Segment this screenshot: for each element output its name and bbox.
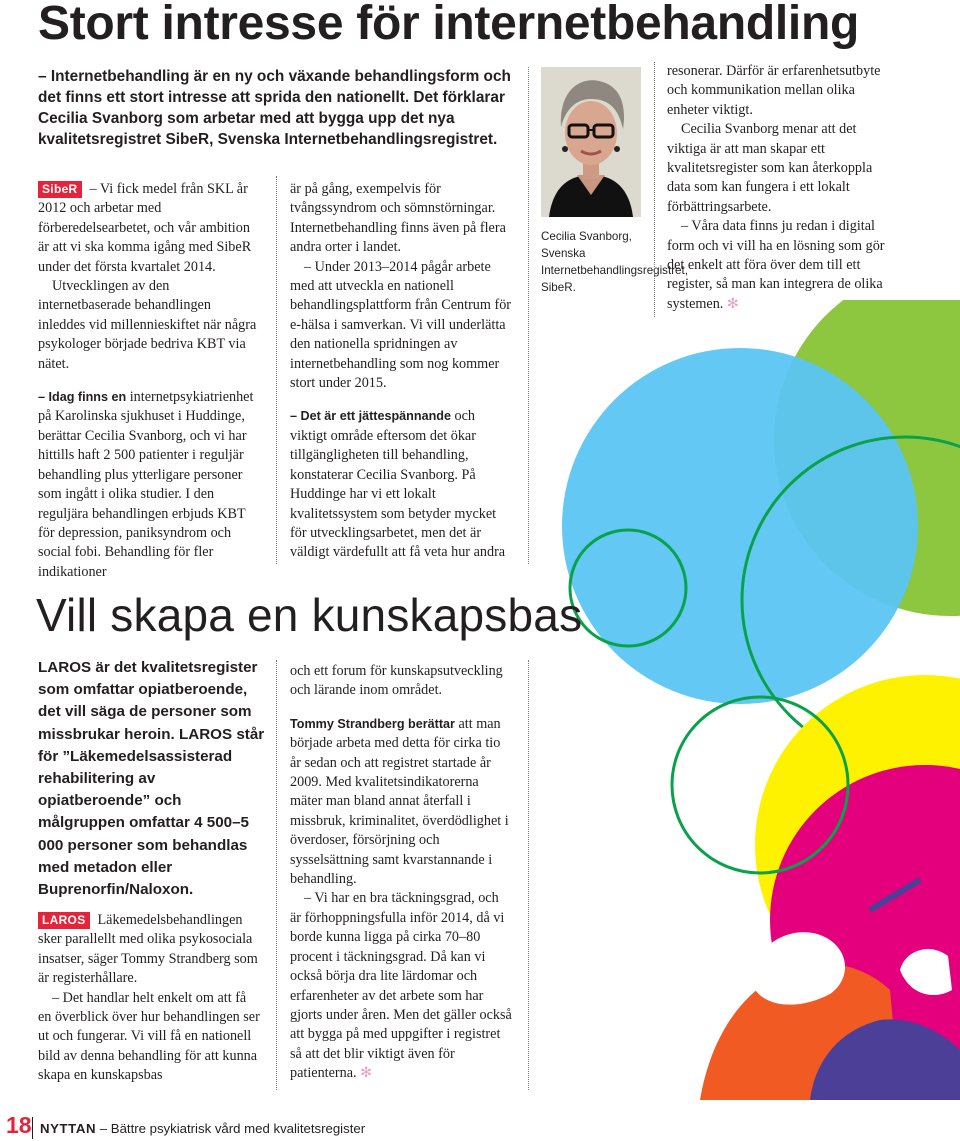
article-column-1 [38, 180, 260, 582]
photo-caption: Cecilia Svanborg, Svenska Internetbehandlingsregistret, SibeR. [541, 230, 688, 294]
column-divider [276, 660, 277, 1090]
page-number: 18 [6, 1112, 32, 1138]
siber-tag: SibeR [38, 181, 82, 198]
article-column-5 [290, 662, 512, 1084]
paragraph-text: Läkemedelsbehandlingen sker parallellt med olika psykosociala insatser, säger Tommy Strandberg som är registerhållare. [38, 912, 258, 987]
abstract-figure-illustration [690, 870, 960, 1100]
article-title-2: Vill skapa en kunskapsbas [36, 589, 583, 641]
paragraph [38, 180, 260, 277]
column-divider [654, 62, 655, 317]
paragraph: är på gång, exempelvis för tvångssyndrom och sömnstörningar. Internetbehandling finns även på flera andra orter i landet. [290, 181, 506, 256]
paragraph [38, 911, 260, 989]
portrait-image [541, 67, 641, 217]
paragraph: Cecilia Svanborg menar att det viktiga är att man skapar ett kvalitetsregister som kan återkoppla data som kan fungera i ett lokalt förbättringsarbete. [667, 121, 873, 215]
person-photo [541, 67, 641, 217]
paragraph [38, 388, 260, 582]
paragraph: Utvecklingen av den internetbaserade behandlingen inleddes vid millennieskiftet när några psykologer började bedriva KBT via nätet. [38, 278, 257, 372]
paragraph-text: – Vi fick medel från SKL år 2012 och arbetar med förberedelsearbetet, och vår ambition är att vi ska komma igång med SibeR under det första kvartalet 2014. [38, 181, 252, 275]
paragraph-text: – Våra data finns ju redan i digital form och vi vill ha en lösning som gör det enkelt att föra över dem till ett register, så man kan integrera de olika systemen. [667, 218, 885, 312]
footer-line [40, 1121, 365, 1136]
paragraph [290, 407, 512, 562]
article-column-2 [290, 180, 512, 563]
paragraph-text: internetpsykiatrienhet på Karolinska sjukhuset i Huddinge, berättar Cecilia Svanborg, och vi har hittills haft 2 500 patienter i reguljär behandling plus ytterligare personer som ingått i olika studier. I den reguljära behandlingen erbjuds KBT för depression, paniksyndrom och social fobi. Behandling för fler indikationer [38, 389, 254, 580]
laros-tag: LAROS [38, 912, 90, 929]
lead-in: – Det är ett jättespännande [290, 409, 451, 424]
lead-in: – Idag finns en [38, 390, 127, 405]
paragraph [290, 715, 512, 890]
lead-in: Tommy Strandberg berättar [290, 716, 455, 731]
paragraph-text: – Vi har en bra täckningsgrad, och är förhoppningsfulla inför 2014, då vi borde kunna ligga på cirka 70–80 procent i täckningsgrad. Då kan vi också börja dra lite lärdomar och erfarenheter av det arbete som har gjorts under åren. Men det gäller också att bygga på med uppgifter i registret så att det blir viktigt även för patienterna. [290, 890, 512, 1082]
paragraph-text: att man började arbeta med detta för cirka tio år sedan och att registret startade år 2009. Med kvalitetsindikatorerna mäter man bland annat återfall i missbruk, kriminalitet, överdödlighet i överdoser, försörjning och sysselsättning samt kvarstannande i behandling. [290, 715, 509, 888]
column-divider [276, 176, 277, 564]
asterisk-icon: ✻ [360, 1065, 373, 1082]
magazine-name: NYTTAN [40, 1121, 97, 1136]
article-ingress: – Internetbehandling är en ny och växande behandlingsform och det finns ett stort intresse att sprida den nationellt. Det förklarar Cecilia Svanborg som arbetar med att bygga upp det nya kvalitetsregistret SibeR, Svenska Internetbehandlingsregistret. [38, 68, 511, 148]
paragraph: och ett forum för kunskapsutveckling och lärande inom området. [290, 663, 503, 699]
article-title: Stort intresse för internetbehandling [38, 0, 859, 50]
paragraph: – Under 2013–2014 pågår arbete med att utveckla en nationell behandlingsplattform från Centrum för e-hälsa i samverkan. Vi vill underlätta den nationella spridningen av internetbehandling som nog kommer stort under 2015. [290, 258, 512, 392]
paragraph: – Det handlar helt enkelt om att få en överblick över hur behandlingen ser ut och fungerar. Vi vill få en nationell bild av denna behandling för att kunna skapa en kunskapsbas [38, 989, 260, 1084]
column-divider [528, 660, 529, 1090]
paragraph: resonerar. Därför är erfarenhetsutbyte och kommunikation mellan olika enheter viktigt. [667, 63, 881, 118]
footer-tagline: – Bättre psykiatrisk vård med kvalitetsregister [99, 1121, 366, 1136]
article-ingress-2: LAROS är det kvalitetsregister som omfattar opiatberoende, det vill säga de personer som missbrukar heroin. LAROS står för ”Läkemedelsassisterad rehabilitering av opiatberoende” och målgruppen omfattar 4 500–5 000 personer som behandlas med metadon eller Buprenorfin/Naloxon. [38, 659, 265, 899]
paragraph-text: och viktigt område eftersom det ökar tillgängligheten till behandling, konstaterar Cecilia Svanborg. På Huddinge har vi ett lokalt kvalitetssystem som betyder mycket för utvecklingsarbetet, men det är väldigt värdefullt att få veta hur andra [290, 408, 506, 561]
article-column-4 [38, 911, 260, 1086]
asterisk-icon: ✻ [726, 295, 739, 312]
footer-divider [32, 1117, 33, 1139]
blue-circle [562, 348, 918, 704]
column-divider [528, 67, 529, 564]
article-column-3 [667, 62, 895, 314]
paragraph [290, 889, 512, 1083]
